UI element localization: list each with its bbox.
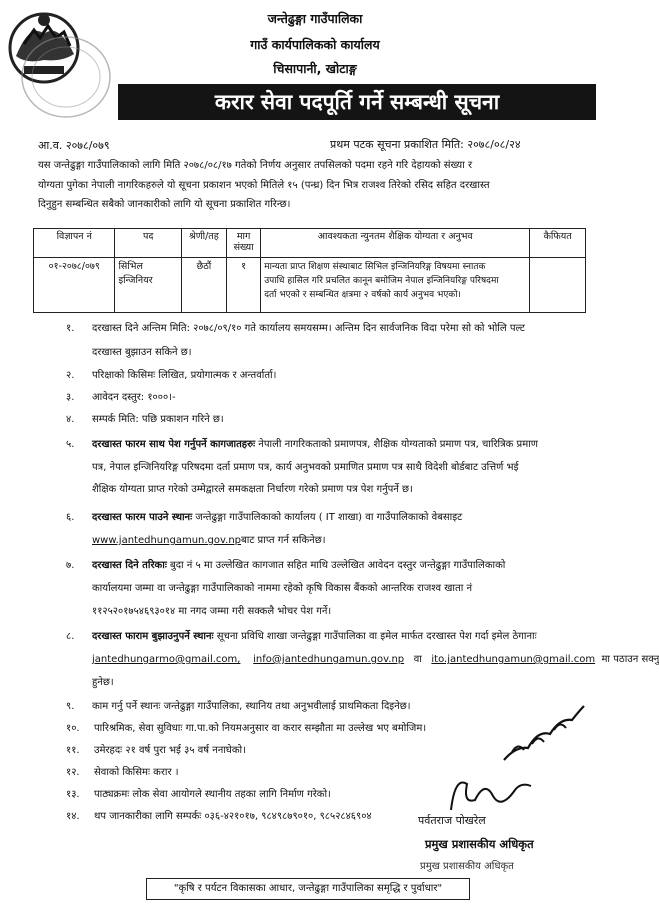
salary-text: पारिश्रमिक, सेवा सुविधाः गा.पा.को नियमअनुसार वा करार सम्झौता मा उल्लेख भए बमोजिम। bbox=[94, 723, 427, 734]
documents-text-cont: शैक्षिक योग्यता प्राप्त गरेको उम्मेद्वारले समकक्षता निर्धारण गरेको प्रमाण पत्र पेश गर्नुपर्ने छ। bbox=[92, 484, 413, 495]
level-cell: छैठौं bbox=[181, 258, 226, 313]
submission-line bbox=[92, 628, 582, 642]
documents-line bbox=[92, 436, 582, 450]
intro-line: यस जन्तेढुङ्गा गाउँपालिकाको लागि मिति २०७८/०८/१७ गतेको निर्णय अनुसार तपसिलको पदमा रहने गरि देहायको संख्या र bbox=[38, 160, 473, 171]
column-header: श्रेणी/तह bbox=[181, 229, 226, 258]
municipality-name: जन्तेढुङ्गा गाउँपालिका bbox=[267, 11, 363, 26]
submission-label: दरखास्त फाराम बुझाउनुपर्ने स्थानः bbox=[92, 631, 214, 642]
method-line bbox=[92, 557, 582, 571]
item-number: १०. bbox=[66, 723, 80, 734]
official-stamp-text: प्रमुख प्रशासकीय अधिकृत bbox=[420, 861, 514, 872]
email-link[interactable]: ito.jantedhungamun@gmail.com bbox=[431, 654, 596, 665]
documents-label: दरखास्त फारम साथ पेश गर्नुपर्ने कागजातहरुः bbox=[92, 439, 256, 450]
table-row bbox=[34, 258, 586, 313]
website-line-text: बाट प्राप्त गर्न सकिनेछ। bbox=[241, 535, 326, 546]
fee-text: आवेदन दस्तुर: १०००।- bbox=[92, 392, 176, 403]
item-number: ६. bbox=[66, 512, 75, 523]
column-header: आवश्यकता न्युनतम शैक्षिक योग्यता र अनुभव bbox=[261, 229, 530, 258]
ad-number-cell: ०१-२०७८/०७९ bbox=[34, 258, 115, 313]
deadline-text-cont: दरखास्त बुझाउन सकिने छ। bbox=[92, 347, 192, 358]
item-number: ७. bbox=[66, 560, 75, 571]
item-number: ८. bbox=[66, 631, 75, 642]
deadline-text: दरखास्त दिने अन्तिम मिति: २०७८/०९/१० गते कार्यालय समयसम्म। अन्तिम दिन सार्वजनिक विदा परेमा सो को भोलि पल्ट bbox=[92, 323, 525, 334]
item-number: ११. bbox=[66, 745, 80, 756]
email-link[interactable]: jantedhungarmo@gmail.com, bbox=[92, 654, 241, 665]
notice-title: करार सेवा पदपूर्ति गर्ने सम्बन्धी सूचना bbox=[118, 84, 596, 120]
form-location-label: दरखास्त फारम पाउने स्थानः bbox=[92, 512, 193, 523]
service-type-text: सेवाको किसिमः करार । bbox=[94, 767, 179, 778]
official-name: पर्वतराज पोखरेल bbox=[418, 814, 486, 827]
requirement-line: दर्ता भएको र सम्बन्धित क्षत्रमा २ वर्षको कार्य अनुभव भएको। bbox=[264, 290, 461, 300]
published-date: प्रथम पटक सूचना प्रकाशित मिति: २०७८/०८/२४ bbox=[330, 138, 521, 151]
table-header-row bbox=[34, 229, 586, 258]
method-text-cont: ११२५२०१७५४६९३०१४ मा नगद जम्मा गरी सक्कलै भोचर पेश गर्ने। bbox=[92, 606, 332, 617]
website-link[interactable]: www.jantedhungamun.gov.np bbox=[92, 535, 242, 546]
work-place-text: काम गर्नु पर्ने स्थानः जन्तेढुङ्गा गाउँपालिका, स्थानिय तथा अनुभवीलाई प्राथमिकता दिइनेछ। bbox=[92, 701, 411, 712]
documents-text-cont: पत्र, नेपाल इन्जिनियरिङ्ग परिषदमा दर्ता प्रमाण पत्र, कार्य अनुभवको प्रमाणित प्रमाण पत्र साथै विदेशी बोर्डबाट उत्तिर्ण भई bbox=[92, 462, 519, 473]
column-header: कैफियत bbox=[530, 229, 586, 258]
fiscal-year: आ.व. २०७८/०७९ bbox=[38, 139, 110, 152]
requirement-cell bbox=[261, 258, 530, 313]
exam-type-text: परिक्षाको किसिमः लिखित, प्रयोगात्मक र अन्तर्वार्ता। bbox=[92, 370, 277, 381]
website-line bbox=[92, 532, 326, 546]
office-name: गाउँ कार्यपालिकको कार्यालय bbox=[250, 37, 380, 52]
item-number: ४. bbox=[66, 414, 75, 425]
item-number: ३. bbox=[66, 392, 75, 403]
form-location-text: जन्तेढुङ्गा गाउँपालिकाको कार्यालय ( IT शाखा) वा गाउँपालिकाको वेबसाइट bbox=[192, 512, 463, 523]
syllabus-text: पाठ्यक्रमः लोक सेवा आयोगले स्थानीय तहका लागि निर्माण गरेको। bbox=[94, 789, 331, 800]
requirement-line: मान्यता प्राप्त शिक्षण संस्थाबाट सिभिल इन्जिनियरिङ्ग विषयमा स्नातक bbox=[264, 262, 486, 272]
method-text: बुदा नं ५ मा उल्लेखित कागजात सहित माथि उल्लेखित आवेदन दस्तुर जन्तेढुङ्गा गाउँपालिकाको bbox=[166, 560, 506, 571]
method-label: दरखास्त दिने तरिकाः bbox=[92, 560, 167, 571]
item-number: १. bbox=[66, 323, 75, 334]
footer-slogan: "कृषि र पर्यटन विकासका आधार, जन्तेढुङ्गा गाउँपालिका समृद्धि र पुर्वाधार" bbox=[146, 878, 470, 900]
post-cell: सिभिल इन्जिनियर bbox=[115, 258, 181, 313]
official-title: प्रमुख प्रशासकीय अधिकृत bbox=[425, 837, 534, 851]
intro-line: योग्यता पुगेका नेपाली नागरिकहरुले यो सूचना प्रकाशन भएको मितिले १५ (पन्ध्र) दिन भित्र राजश्व तिरेको रसिद सहित दरखास्त bbox=[38, 179, 490, 191]
office-stamp-icon bbox=[16, 32, 116, 122]
item-number: १४. bbox=[66, 811, 80, 822]
item-number: २. bbox=[66, 370, 75, 381]
column-header: माग संख्या bbox=[226, 229, 260, 258]
column-header: पद bbox=[115, 229, 181, 258]
vacancy-table bbox=[33, 228, 586, 313]
submission-text: सूचना प्रविधि शाखा जन्तेढुङ्गा गाउँपालिका वा इमेल मार्फत दरखास्त पेश गर्दा इमेल ठेगानाः bbox=[213, 631, 537, 642]
requirement-line: उपाधि हासिल गरि प्रचलित कानून बमोजिम नेपाल इन्जिनियरिङ्ग परिषदमा bbox=[264, 276, 499, 286]
email-tail: मा पठाउन सक्नु bbox=[601, 654, 659, 665]
item-number: ९. bbox=[66, 701, 75, 712]
intro-line: दिनुहुन सम्बन्धित सबैको जानकारीको लागि यो सूचना प्रकाशित गरिन्छ। bbox=[38, 199, 291, 210]
item-number: ५. bbox=[66, 439, 75, 450]
intro-paragraph bbox=[38, 156, 578, 215]
email-line bbox=[92, 651, 659, 665]
form-location-line bbox=[92, 509, 582, 523]
office-location: चिसापानी, खोटाङ्ग bbox=[273, 61, 357, 76]
count-cell: १ bbox=[226, 258, 260, 313]
email-link[interactable]: info@jantedhungamun.gov.np bbox=[253, 654, 405, 665]
submission-text-cont: हुनेछ। bbox=[92, 677, 114, 688]
contact-date-text: सम्पर्क मिति: पछि प्रकाशन गरिने छ। bbox=[92, 414, 224, 425]
column-header: विज्ञापन नं bbox=[34, 229, 115, 258]
age-text: उमेरहदः २१ वर्ष पुरा भई ३५ वर्ष ननाघेको। bbox=[94, 745, 246, 756]
email-or: वा bbox=[413, 654, 422, 665]
remark-cell bbox=[530, 258, 586, 313]
item-number: १३. bbox=[66, 789, 80, 800]
documents-text: नेपाली नागरिकताको प्रमाणपत्र, शैक्षिक योग्यताको प्रमाण पत्र, चारित्रिक प्रमाण bbox=[255, 439, 539, 450]
handwritten-date-icon bbox=[498, 700, 588, 770]
contact-numbers-text: थप जानकारीका लागि सम्पर्कः ०३६-४२१०१७, ९८४९८७९०१०, ९८५२८४६९०४ bbox=[94, 811, 372, 822]
item-number: १२. bbox=[66, 767, 80, 778]
method-text-cont: कार्यालयमा जम्मा वा जन्तेढुङ्गा गाउँपालिकाको नाममा रहेको कृषि विकास बैंकको आन्तरिक राजश्व खाता नं bbox=[92, 583, 473, 594]
